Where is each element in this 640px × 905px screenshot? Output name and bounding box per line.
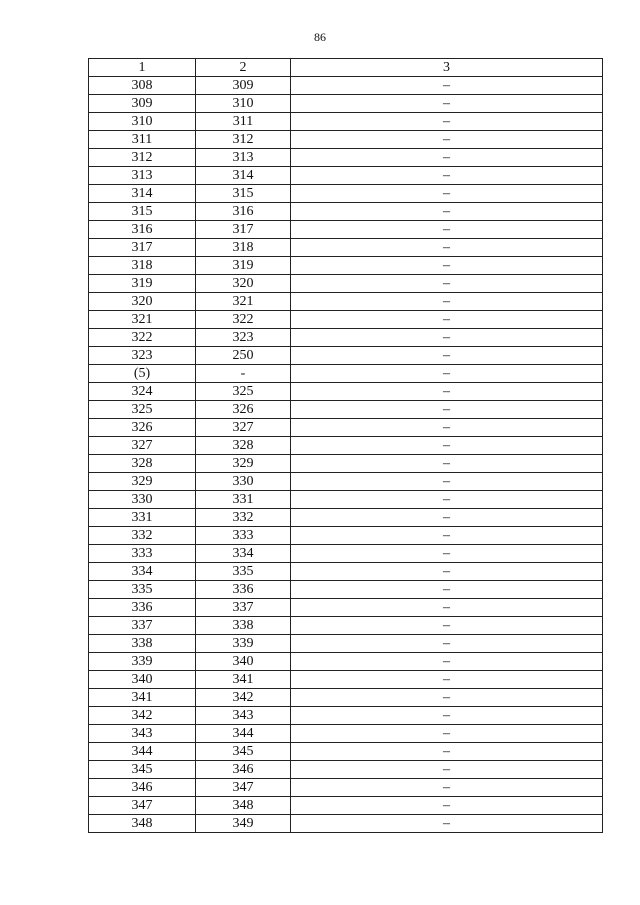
table-row (89, 761, 603, 779)
table-cell-col3: – (291, 365, 603, 383)
table-cell-col2: 331 (196, 491, 291, 509)
table-cell-col3: – (291, 95, 603, 113)
table-header-row (89, 59, 603, 77)
column-header-3: 3 (291, 59, 603, 77)
table-row (89, 365, 603, 383)
table-cell-col2: 333 (196, 527, 291, 545)
table-cell-col1: 322 (89, 329, 196, 347)
table-row (89, 311, 603, 329)
table-cell-col3: – (291, 545, 603, 563)
table-row (89, 815, 603, 833)
table-cell-col2: 335 (196, 563, 291, 581)
table-cell-col3: – (291, 725, 603, 743)
table-cell-col2: 345 (196, 743, 291, 761)
table-row (89, 329, 603, 347)
table-cell-col3: – (291, 275, 603, 293)
table-cell-col3: – (291, 383, 603, 401)
table-cell-col1: 335 (89, 581, 196, 599)
table-cell-col1: 328 (89, 455, 196, 473)
table-row (89, 401, 603, 419)
table-cell-col1: 334 (89, 563, 196, 581)
table-row (89, 779, 603, 797)
table-cell-col2: 327 (196, 419, 291, 437)
table-cell-col3: – (291, 635, 603, 653)
table-cell-col2: 340 (196, 653, 291, 671)
table-cell-col2: 313 (196, 149, 291, 167)
table-cell-col1: 308 (89, 77, 196, 95)
table-cell-col3: – (291, 311, 603, 329)
table-row (89, 635, 603, 653)
table-cell-col2: 347 (196, 779, 291, 797)
table-cell-col3: – (291, 707, 603, 725)
table-cell-col2: 334 (196, 545, 291, 563)
table-cell-col1: 330 (89, 491, 196, 509)
table-cell-col2: 330 (196, 473, 291, 491)
table-cell-col3: – (291, 149, 603, 167)
table-cell-col3: – (291, 185, 603, 203)
table-cell-col1: 339 (89, 653, 196, 671)
table-cell-col3: – (291, 257, 603, 275)
table-cell-col2: 309 (196, 77, 291, 95)
table-row (89, 743, 603, 761)
table-row (89, 563, 603, 581)
table-cell-col3: – (291, 293, 603, 311)
table-cell-col1: 326 (89, 419, 196, 437)
table-cell-col3: – (291, 455, 603, 473)
table-row (89, 455, 603, 473)
table-cell-col2: 328 (196, 437, 291, 455)
table-cell-col2: 336 (196, 581, 291, 599)
table-row (89, 239, 603, 257)
table-row (89, 509, 603, 527)
table-cell-col1: (5) (89, 365, 196, 383)
table-cell-col2: - (196, 365, 291, 383)
table-row (89, 257, 603, 275)
table-row (89, 167, 603, 185)
table-cell-col1: 338 (89, 635, 196, 653)
table-cell-col3: – (291, 167, 603, 185)
table-row (89, 113, 603, 131)
table-cell-col3: – (291, 671, 603, 689)
table-cell-col2: 314 (196, 167, 291, 185)
table-cell-col1: 318 (89, 257, 196, 275)
table-cell-col1: 336 (89, 599, 196, 617)
table-cell-col1: 315 (89, 203, 196, 221)
table-cell-col3: – (291, 815, 603, 833)
table-cell-col1: 321 (89, 311, 196, 329)
table-row (89, 581, 603, 599)
table-row (89, 617, 603, 635)
column-header-1: 1 (89, 59, 196, 77)
table-cell-col1: 331 (89, 509, 196, 527)
table-cell-col3: – (291, 653, 603, 671)
table-cell-col1: 323 (89, 347, 196, 365)
table-cell-col3: – (291, 509, 603, 527)
table-cell-col1: 319 (89, 275, 196, 293)
table-cell-col3: – (291, 599, 603, 617)
table-cell-col1: 329 (89, 473, 196, 491)
table-row (89, 725, 603, 743)
table-cell-col1: 313 (89, 167, 196, 185)
table-cell-col2: 319 (196, 257, 291, 275)
table-row (89, 95, 603, 113)
table-cell-col1: 309 (89, 95, 196, 113)
table-cell-col2: 315 (196, 185, 291, 203)
table-cell-col1: 343 (89, 725, 196, 743)
table-cell-col3: – (291, 419, 603, 437)
table-cell-col1: 340 (89, 671, 196, 689)
table-cell-col3: – (291, 491, 603, 509)
table-cell-col3: – (291, 239, 603, 257)
table-cell-col1: 333 (89, 545, 196, 563)
table-row (89, 275, 603, 293)
table-cell-col3: – (291, 113, 603, 131)
table-cell-col3: – (291, 473, 603, 491)
table-cell-col2: 321 (196, 293, 291, 311)
table-cell-col2: 329 (196, 455, 291, 473)
table-row (89, 473, 603, 491)
table-body (89, 77, 603, 833)
data-table (88, 58, 603, 833)
table-row (89, 203, 603, 221)
table-cell-col3: – (291, 401, 603, 419)
table-cell-col2: 349 (196, 815, 291, 833)
table-cell-col3: – (291, 329, 603, 347)
table-cell-col3: – (291, 617, 603, 635)
table-cell-col3: – (291, 527, 603, 545)
table-cell-col2: 344 (196, 725, 291, 743)
table-cell-col2: 339 (196, 635, 291, 653)
table-cell-col2: 341 (196, 671, 291, 689)
table-cell-col2: 323 (196, 329, 291, 347)
table-cell-col3: – (291, 797, 603, 815)
table-cell-col1: 314 (89, 185, 196, 203)
table-cell-col3: – (291, 563, 603, 581)
table-cell-col2: 312 (196, 131, 291, 149)
table-cell-col3: – (291, 581, 603, 599)
table-cell-col3: – (291, 203, 603, 221)
table-cell-col2: 343 (196, 707, 291, 725)
table-cell-col1: 325 (89, 401, 196, 419)
table-cell-col3: – (291, 77, 603, 95)
table-cell-col1: 320 (89, 293, 196, 311)
table-cell-col3: – (291, 131, 603, 149)
table-row (89, 491, 603, 509)
table-row (89, 707, 603, 725)
table-row (89, 293, 603, 311)
table-cell-col1: 337 (89, 617, 196, 635)
table-cell-col2: 338 (196, 617, 291, 635)
table-cell-col3: – (291, 761, 603, 779)
table-cell-col2: 316 (196, 203, 291, 221)
table-cell-col2: 337 (196, 599, 291, 617)
table-row (89, 797, 603, 815)
table-cell-col1: 347 (89, 797, 196, 815)
table-row (89, 527, 603, 545)
table-cell-col2: 311 (196, 113, 291, 131)
table-cell-col2: 310 (196, 95, 291, 113)
table-cell-col1: 311 (89, 131, 196, 149)
table-cell-col2: 348 (196, 797, 291, 815)
table-cell-col2: 250 (196, 347, 291, 365)
table-cell-col3: – (291, 221, 603, 239)
table-cell-col1: 342 (89, 707, 196, 725)
table-cell-col2: 342 (196, 689, 291, 707)
table-cell-col2: 317 (196, 221, 291, 239)
table-cell-col1: 317 (89, 239, 196, 257)
table-row (89, 383, 603, 401)
table-row (89, 671, 603, 689)
column-header-2: 2 (196, 59, 291, 77)
table-cell-col1: 312 (89, 149, 196, 167)
table-row (89, 221, 603, 239)
table-cell-col1: 345 (89, 761, 196, 779)
table-cell-col1: 348 (89, 815, 196, 833)
table-cell-col1: 332 (89, 527, 196, 545)
table-cell-col3: – (291, 779, 603, 797)
table-row (89, 149, 603, 167)
table-row (89, 419, 603, 437)
table-cell-col2: 326 (196, 401, 291, 419)
table-cell-col2: 322 (196, 311, 291, 329)
table-cell-col1: 310 (89, 113, 196, 131)
table-cell-col2: 332 (196, 509, 291, 527)
table-cell-col2: 325 (196, 383, 291, 401)
table-cell-col3: – (291, 347, 603, 365)
table-row (89, 545, 603, 563)
table-cell-col2: 318 (196, 239, 291, 257)
table-cell-col1: 324 (89, 383, 196, 401)
table-cell-col3: – (291, 437, 603, 455)
table-cell-col3: – (291, 689, 603, 707)
table-cell-col1: 344 (89, 743, 196, 761)
table-row (89, 599, 603, 617)
table-cell-col1: 327 (89, 437, 196, 455)
table-cell-col1: 341 (89, 689, 196, 707)
table-cell-col2: 320 (196, 275, 291, 293)
table-cell-col2: 346 (196, 761, 291, 779)
page-number: 86 (314, 30, 326, 44)
table-row (89, 185, 603, 203)
table-row (89, 131, 603, 149)
table-row (89, 437, 603, 455)
table-cell-col1: 346 (89, 779, 196, 797)
table-cell-col1: 316 (89, 221, 196, 239)
table-cell-col3: – (291, 743, 603, 761)
table-row (89, 689, 603, 707)
table-row (89, 77, 603, 95)
table-row (89, 653, 603, 671)
table-row (89, 347, 603, 365)
